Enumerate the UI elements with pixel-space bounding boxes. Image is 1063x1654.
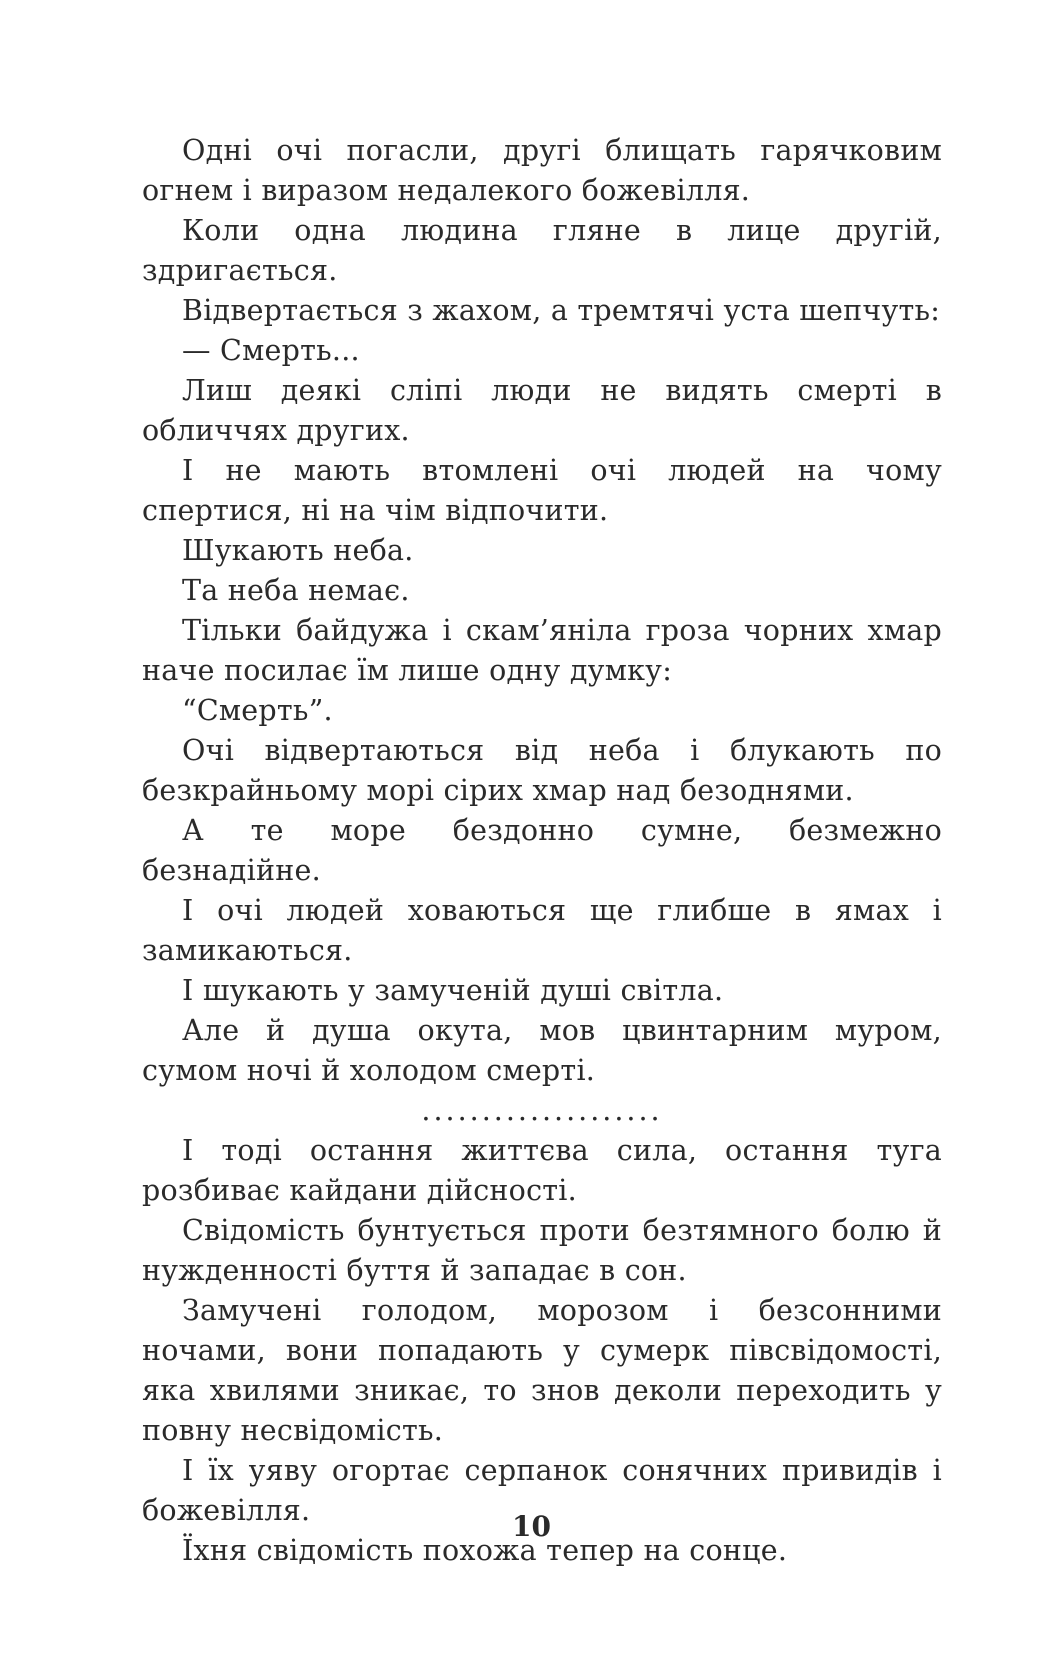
paragraph: Але й душа окута, мов цвинтарним муром, сумом ночі й холодом смерті. <box>142 1014 942 1087</box>
paragraph: Лиш деякі сліпі люди не видять смерті в обличчях других. <box>142 374 942 447</box>
paragraph: Коли одна людина гляне в лице другій, здригається. <box>142 214 942 287</box>
paragraph: “Смерть”. <box>182 694 333 727</box>
paragraph: І очі людей ховаються ще глибше в ямах і замикаються. <box>142 894 942 967</box>
paragraph: Їхня свідомість похожа тепер на сонце. <box>182 1534 788 1567</box>
paragraph: А те море бездонно сумне, безмежно безнадійне. <box>142 814 942 887</box>
paragraph: Очі відвертаються від неба і блукають по безкрайньому морі сірих хмар над безоднями. <box>142 734 942 807</box>
paragraph: Шукають неба. <box>182 534 414 567</box>
paragraph: І тоді остання життєва сила, остання туга розбиває кайдани дійсності. <box>142 1134 942 1207</box>
section-divider: .................... <box>421 1094 663 1127</box>
paragraph: Замучені голодом, морозом і безсонними ночами, вони попадають у сумерк півсвідомості, яка хвилями зникає, то знов деколи переходить у повну несвідомість. <box>142 1294 942 1447</box>
paragraph: Свідомість бунтується проти безтямного болю й нужденності буття й западає в сон. <box>142 1214 942 1287</box>
body-text <box>142 131 942 1571</box>
paragraph: І шукають у замученій душі світла. <box>182 974 724 1007</box>
paragraph: І не мають втомлені очі людей на чому спертися, ні на чім відпочити. <box>142 454 942 527</box>
paragraph: І їх уяву огортає серпанок сонячних привидів і божевілля. <box>142 1454 942 1527</box>
paragraph: — Смерть... <box>182 334 360 367</box>
page-number: 10 <box>512 1510 551 1543</box>
paragraph: Та неба немає. <box>182 574 410 607</box>
paragraph: Одні очі погасли, другі блищать гарячковим огнем і виразом недалекого божевілля. <box>142 134 942 207</box>
paragraph: Відвертається з жахом, а тремтячі уста шепчуть: <box>182 294 941 327</box>
paragraph: Тільки байдужа і скам’яніла гроза чорних хмар наче посилає їм лише одну думку: <box>142 614 942 687</box>
